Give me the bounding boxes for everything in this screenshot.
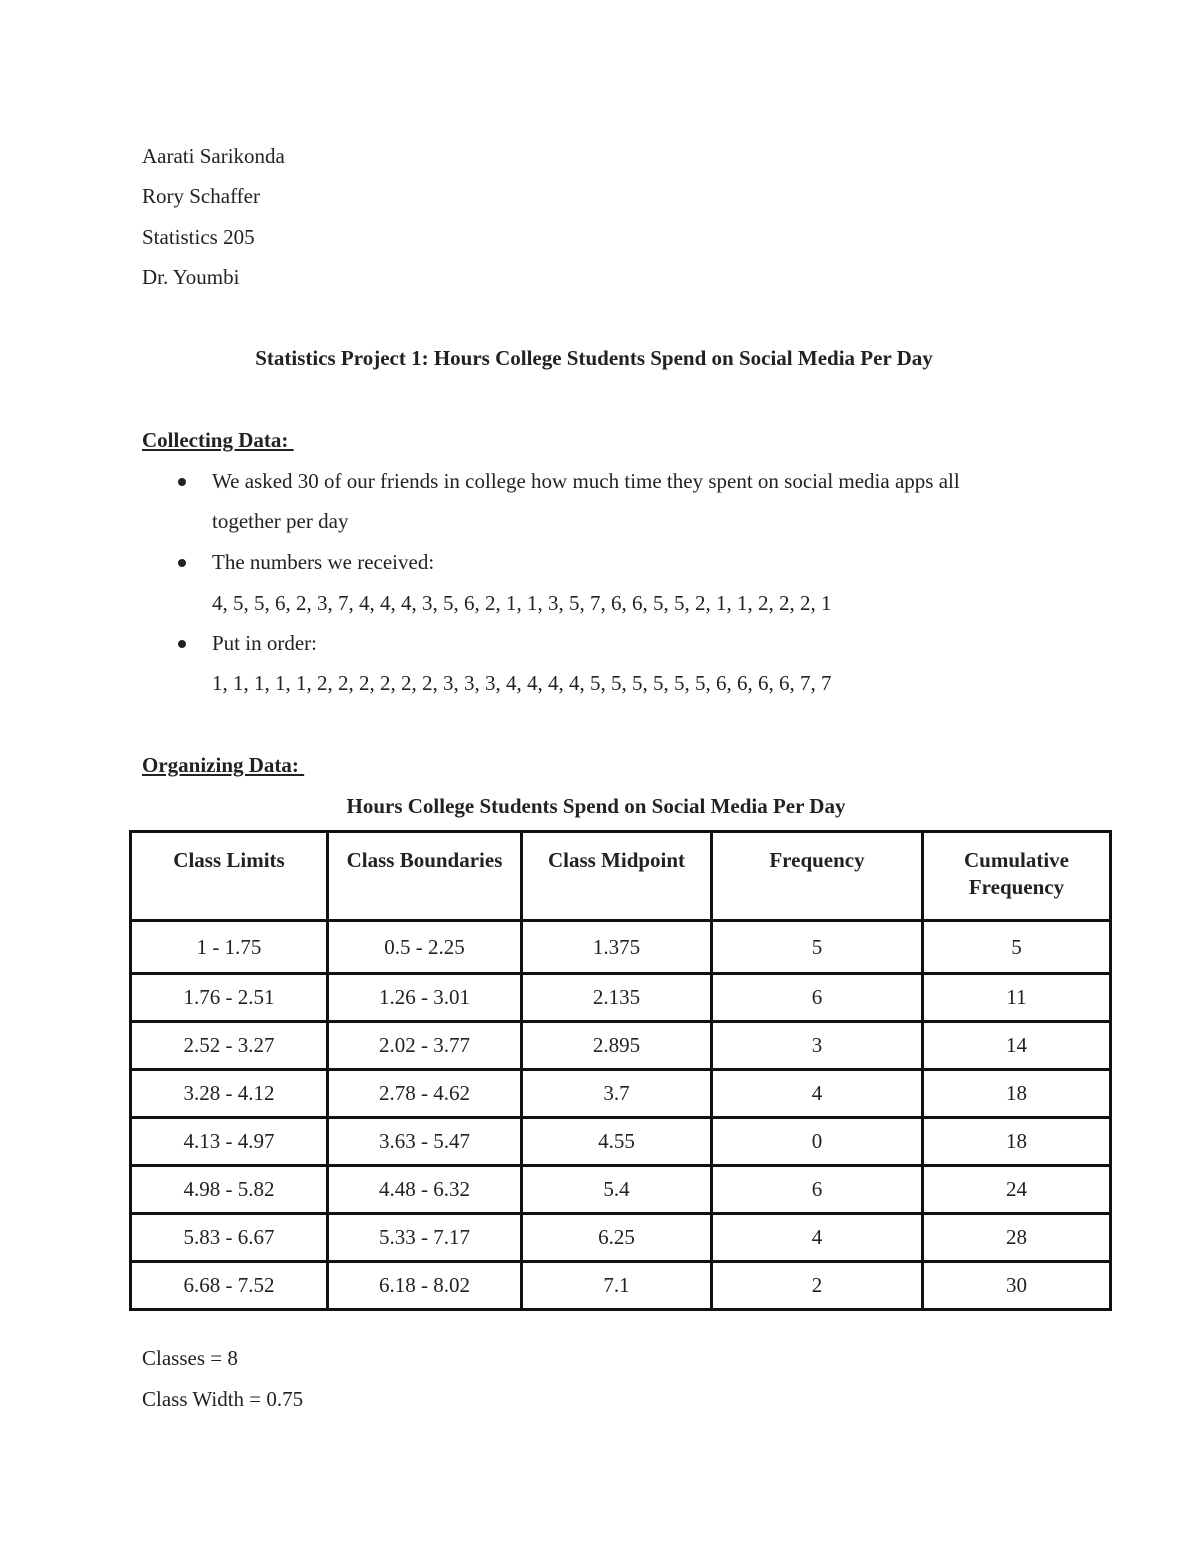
table-row bbox=[131, 974, 1111, 1022]
cell-frequency: 5 bbox=[712, 921, 923, 974]
cell-class-limits: 4.13 - 4.97 bbox=[131, 1118, 328, 1166]
cell-class-boundaries: 0.5 - 2.25 bbox=[328, 921, 522, 974]
cell-class-midpoint: 1.375 bbox=[522, 921, 712, 974]
cell-class-limits: 5.83 - 6.67 bbox=[131, 1214, 328, 1262]
cell-class-limits: 1 - 1.75 bbox=[131, 921, 328, 974]
class-width: Class Width = 0.75 bbox=[142, 1387, 304, 1411]
cell-cumulative-frequency: 18 bbox=[923, 1070, 1111, 1118]
cell-cumulative-frequency: 18 bbox=[923, 1118, 1111, 1166]
cell-cumulative-frequency: 24 bbox=[923, 1166, 1111, 1214]
cell-class-boundaries: 3.63 - 5.47 bbox=[328, 1118, 522, 1166]
column-header-class-limits: Class Limits bbox=[131, 832, 328, 921]
cell-class-limits: 1.76 - 2.51 bbox=[131, 974, 328, 1022]
cell-frequency: 0 bbox=[712, 1118, 923, 1166]
bullet-3-line-1: Put in order: bbox=[212, 631, 317, 655]
instructor-name: Dr. Youmbi bbox=[142, 265, 240, 289]
cell-cumulative-frequency: 30 bbox=[923, 1262, 1111, 1310]
cell-class-midpoint: 3.7 bbox=[522, 1070, 712, 1118]
cell-frequency: 4 bbox=[712, 1070, 923, 1118]
frequency-table bbox=[129, 830, 1112, 1311]
cell-class-boundaries: 6.18 - 8.02 bbox=[328, 1262, 522, 1310]
cell-class-midpoint: 5.4 bbox=[522, 1166, 712, 1214]
table-row bbox=[131, 1118, 1111, 1166]
cell-class-midpoint: 2.895 bbox=[522, 1022, 712, 1070]
table-row bbox=[131, 1166, 1111, 1214]
bullet-1-line-1: We asked 30 of our friends in college how much time they spent on social media apps all bbox=[212, 469, 960, 493]
sorted-data-list: 1, 1, 1, 1, 1, 2, 2, 2, 2, 2, 2, 3, 3, 3, 4, 4, 4, 4, 5, 5, 5, 5, 5, 5, 6, 6, 6, 6, 7, 7 bbox=[212, 671, 832, 695]
cell-frequency: 2 bbox=[712, 1262, 923, 1310]
collecting-data-heading: Collecting Data: bbox=[142, 428, 294, 452]
cell-class-boundaries: 2.78 - 4.62 bbox=[328, 1070, 522, 1118]
cell-class-midpoint: 4.55 bbox=[522, 1118, 712, 1166]
author-name-2: Rory Schaffer bbox=[142, 184, 260, 208]
cell-class-boundaries: 1.26 - 3.01 bbox=[328, 974, 522, 1022]
bullet-icon bbox=[178, 478, 186, 486]
table-header-row bbox=[131, 832, 1111, 921]
cell-frequency: 6 bbox=[712, 1166, 923, 1214]
bullet-icon bbox=[178, 559, 186, 567]
cell-cumulative-frequency: 28 bbox=[923, 1214, 1111, 1262]
table-row bbox=[131, 1262, 1111, 1310]
cell-class-limits: 4.98 - 5.82 bbox=[131, 1166, 328, 1214]
column-header-class-midpoint: Class Midpoint bbox=[522, 832, 712, 921]
cell-class-boundaries: 2.02 - 3.77 bbox=[328, 1022, 522, 1070]
table-title: Hours College Students Spend on Social Media Per Day bbox=[346, 794, 846, 818]
cell-cumulative-frequency: 5 bbox=[923, 921, 1111, 974]
cell-cumulative-frequency: 11 bbox=[923, 974, 1111, 1022]
cell-class-boundaries: 4.48 - 6.32 bbox=[328, 1166, 522, 1214]
cell-cumulative-frequency: 14 bbox=[923, 1022, 1111, 1070]
course-name: Statistics 205 bbox=[142, 225, 255, 249]
cell-class-limits: 3.28 - 4.12 bbox=[131, 1070, 328, 1118]
cell-frequency: 3 bbox=[712, 1022, 923, 1070]
organizing-data-heading: Organizing Data: bbox=[142, 753, 305, 777]
bullet-2-line-1: The numbers we received: bbox=[212, 550, 435, 574]
cell-class-midpoint: 6.25 bbox=[522, 1214, 712, 1262]
column-header-cumulative-frequency: Cumulative Frequency bbox=[923, 832, 1111, 921]
table-row bbox=[131, 1070, 1111, 1118]
table-row bbox=[131, 921, 1111, 974]
author-name-1: Aarati Sarikonda bbox=[142, 144, 285, 168]
table-row bbox=[131, 1214, 1111, 1262]
cell-frequency: 4 bbox=[712, 1214, 923, 1262]
bullet-1-line-2: together per day bbox=[212, 509, 349, 533]
cell-class-midpoint: 7.1 bbox=[522, 1262, 712, 1310]
cell-class-boundaries: 5.33 - 7.17 bbox=[328, 1214, 522, 1262]
table-row bbox=[131, 1022, 1111, 1070]
document-title: Statistics Project 1: Hours College Students Spend on Social Media Per Day bbox=[255, 346, 933, 370]
cell-frequency: 6 bbox=[712, 974, 923, 1022]
bullet-icon bbox=[178, 640, 186, 648]
column-header-frequency: Frequency bbox=[712, 832, 923, 921]
raw-data-list: 4, 5, 5, 6, 2, 3, 7, 4, 4, 4, 3, 5, 6, 2, 1, 1, 3, 5, 7, 6, 6, 5, 5, 2, 1, 1, 2, 2, 2, 1 bbox=[212, 591, 832, 615]
cell-class-limits: 2.52 - 3.27 bbox=[131, 1022, 328, 1070]
cell-class-limits: 6.68 - 7.52 bbox=[131, 1262, 328, 1310]
classes-count: Classes = 8 bbox=[142, 1346, 238, 1370]
cell-class-midpoint: 2.135 bbox=[522, 974, 712, 1022]
column-header-class-boundaries: Class Boundaries bbox=[328, 832, 522, 921]
